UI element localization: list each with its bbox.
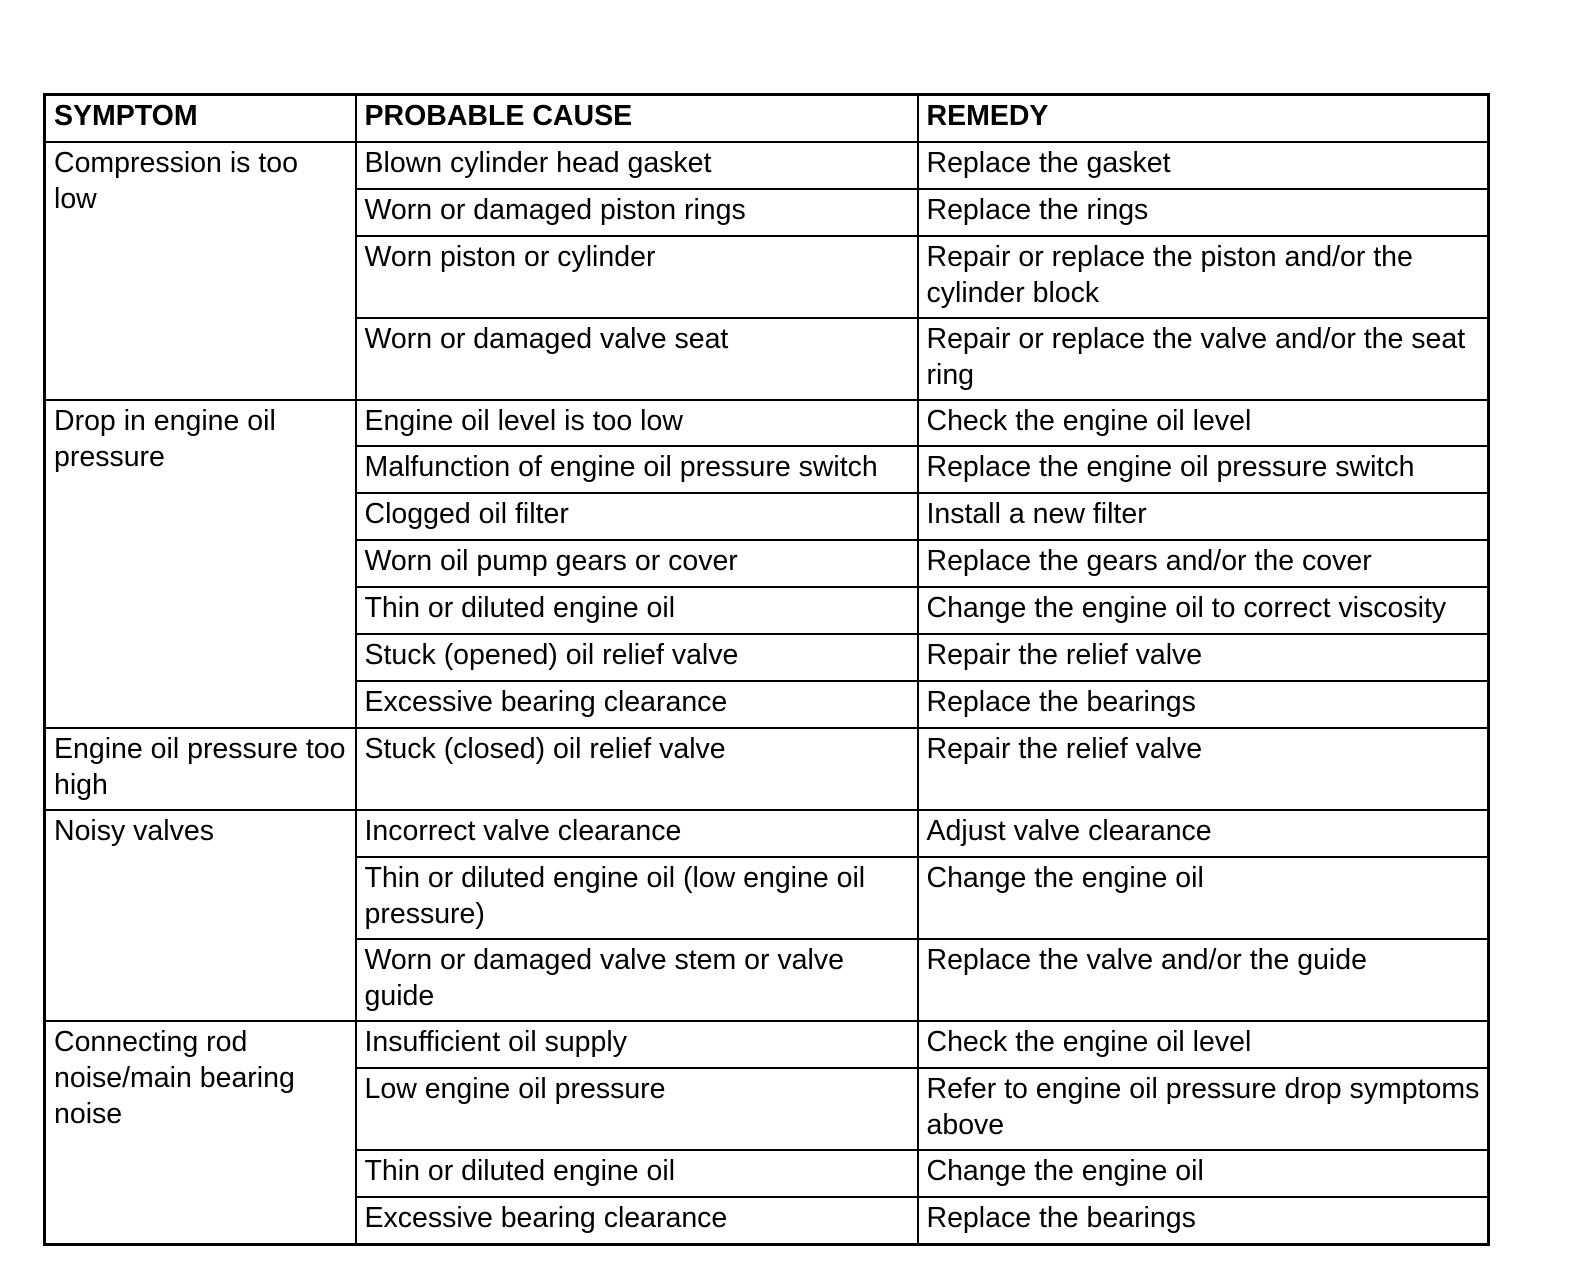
remedy-cell: Change the engine oil [918, 1150, 1489, 1197]
remedy-cell: Replace the rings [918, 189, 1489, 236]
probable-cause-cell: Clogged oil filter [356, 493, 918, 540]
header-symptom: SYMPTOM [45, 95, 356, 143]
remedy-cell: Check the engine oil level [918, 1021, 1489, 1068]
remedy-cell: Repair the relief valve [918, 634, 1489, 681]
remedy-cell: Repair or replace the piston and/or the cylinder block [918, 236, 1489, 318]
probable-cause-cell: Blown cylinder head gasket [356, 142, 918, 189]
probable-cause-cell: Worn piston or cylinder [356, 236, 918, 318]
remedy-cell: Replace the gasket [918, 142, 1489, 189]
probable-cause-cell: Stuck (closed) oil relief valve [356, 728, 918, 810]
probable-cause-cell: Stuck (opened) oil relief valve [356, 634, 918, 681]
probable-cause-cell: Incorrect valve clearance [356, 810, 918, 857]
table-row [45, 400, 1489, 446]
table-row [45, 810, 1489, 857]
remedy-cell: Change the engine oil to correct viscosity [918, 587, 1489, 634]
table-body [45, 142, 1489, 1245]
probable-cause-cell: Thin or diluted engine oil (low engine oil pressure) [356, 857, 918, 939]
symptom-cell: Connecting rod noise/main bearing noise [45, 1021, 356, 1245]
header-probable-cause: PROBABLE CAUSE [356, 95, 918, 143]
remedy-cell: Refer to engine oil pressure drop symptoms above [918, 1068, 1489, 1150]
probable-cause-cell: Excessive bearing clearance [356, 681, 918, 728]
probable-cause-cell: Low engine oil pressure [356, 1068, 918, 1150]
table-row [45, 1021, 1489, 1068]
troubleshooting-table [43, 93, 1490, 1246]
probable-cause-cell: Engine oil level is too low [356, 400, 918, 446]
probable-cause-cell: Worn or damaged piston rings [356, 189, 918, 236]
probable-cause-cell: Worn oil pump gears or cover [356, 540, 918, 587]
header-row [45, 95, 1489, 143]
probable-cause-cell: Thin or diluted engine oil [356, 587, 918, 634]
probable-cause-cell: Malfunction of engine oil pressure switch [356, 446, 918, 493]
probable-cause-cell: Insufficient oil supply [356, 1021, 918, 1068]
remedy-cell: Replace the bearings [918, 1197, 1489, 1245]
probable-cause-cell: Thin or diluted engine oil [356, 1150, 918, 1197]
table-row [45, 142, 1489, 189]
probable-cause-cell: Worn or damaged valve stem or valve guide [356, 939, 918, 1021]
symptom-cell: Drop in engine oil pressure [45, 400, 356, 728]
probable-cause-cell: Worn or damaged valve seat [356, 318, 918, 400]
remedy-cell: Replace the valve and/or the guide [918, 939, 1489, 1021]
remedy-cell: Replace the gears and/or the cover [918, 540, 1489, 587]
remedy-cell: Change the engine oil [918, 857, 1489, 939]
remedy-cell: Repair the relief valve [918, 728, 1489, 810]
remedy-cell: Replace the engine oil pressure switch [918, 446, 1489, 493]
remedy-cell: Repair or replace the valve and/or the seat ring [918, 318, 1489, 400]
remedy-cell: Replace the bearings [918, 681, 1489, 728]
probable-cause-cell: Excessive bearing clearance [356, 1197, 918, 1245]
symptom-cell: Noisy valves [45, 810, 356, 1021]
symptom-cell: Engine oil pressure too high [45, 728, 356, 810]
remedy-cell: Install a new filter [918, 493, 1489, 540]
symptom-cell: Compression is too low [45, 142, 356, 400]
remedy-cell: Adjust valve clearance [918, 810, 1489, 857]
table-row [45, 728, 1489, 810]
header-remedy: REMEDY [918, 95, 1489, 143]
remedy-cell: Check the engine oil level [918, 400, 1489, 446]
